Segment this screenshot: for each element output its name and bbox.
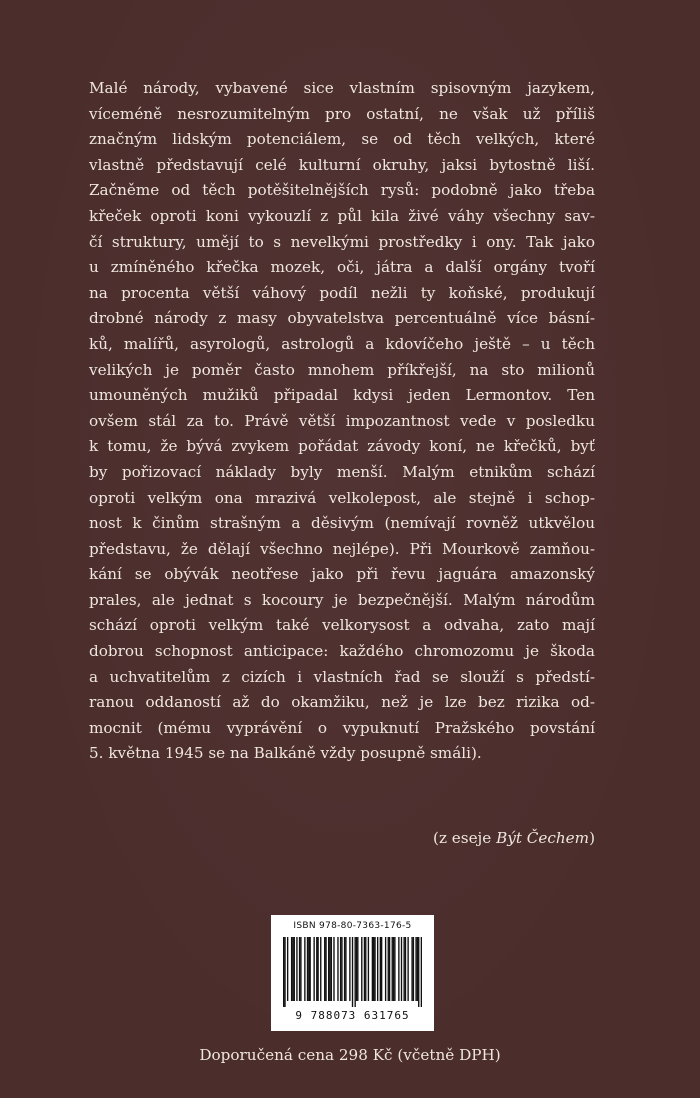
blurb-line: u zmíněného křečka mozek, oči, játra a další orgány tvoří bbox=[89, 258, 595, 277]
blurb-line: k tomu, že bývá zvykem pořádat závody koní, ne křečků, byť bbox=[89, 437, 595, 456]
blurb-line: představu, že dělají všechno nejlépe). Při Mourkově zamňou- bbox=[89, 539, 595, 558]
barcode-bar bbox=[374, 937, 375, 1001]
barcode-bar bbox=[381, 937, 382, 1001]
blurb-line: a uchvatitelům z cizích i vlastních řad se slouží s předstí- bbox=[89, 667, 595, 686]
barcode-bar bbox=[296, 937, 297, 1001]
barcode-bar bbox=[372, 937, 373, 1001]
barcode-bar bbox=[398, 937, 399, 1001]
barcode-bar bbox=[307, 937, 308, 1001]
blurb-text bbox=[89, 76, 595, 767]
price-text: Doporučená cena 298 Kč (včetně DPH) bbox=[199, 1046, 501, 1064]
barcode-bar bbox=[354, 937, 355, 1007]
barcode-bar bbox=[344, 937, 345, 1001]
barcode-bar bbox=[380, 937, 381, 1001]
barcode-bar bbox=[309, 937, 310, 1001]
barcode-bar bbox=[316, 937, 317, 1001]
barcode-bar bbox=[345, 937, 346, 1001]
barcode-bar bbox=[401, 937, 402, 1001]
barcode-bar bbox=[413, 937, 414, 1001]
barcode-bar bbox=[405, 937, 406, 1001]
barcode-bar bbox=[308, 937, 309, 1001]
blurb-line: čí struktury, umějí to s nevelkými prostředky i ony. Tak jako bbox=[89, 232, 595, 251]
blurb-line: mocnit (mému vyprávění o vypuknutí Pražského povstání bbox=[89, 718, 595, 737]
barcode-bar bbox=[313, 937, 314, 1001]
isbn-label: ISBN 978-80-7363-176-5 bbox=[293, 921, 412, 931]
barcode-bar bbox=[368, 937, 369, 1001]
barcode-bar bbox=[283, 937, 284, 1007]
blurb-line: na procenta větší váhový podíl nežli ty koňské, produkují bbox=[89, 283, 595, 302]
barcode-bar bbox=[421, 937, 422, 1007]
attribution-suffix: ) bbox=[589, 829, 595, 847]
attribution-prefix: (z eseje bbox=[433, 829, 497, 847]
barcode-bar bbox=[385, 937, 386, 1001]
blurb-line: dobrou schopnost anticipace: každého chromozomu je škoda bbox=[89, 642, 595, 661]
barcode-bar bbox=[417, 937, 418, 1001]
blurb-line: by pořizovací náklady byly menší. Malým etnikům schází bbox=[89, 462, 595, 481]
barcode-bar bbox=[291, 937, 292, 1001]
blurb-line: schází oproti velkým také velkorysost a odvaha, zato mají bbox=[89, 616, 595, 635]
barcode-icon bbox=[283, 937, 422, 1007]
barcode-bar bbox=[324, 937, 325, 1001]
barcode-bar bbox=[329, 937, 330, 1001]
barcode-bar bbox=[377, 937, 378, 1001]
barcode-bar bbox=[349, 937, 350, 1001]
barcode-bar bbox=[284, 937, 285, 1007]
barcode-bar bbox=[340, 937, 341, 1001]
blurb-line: ků, malířů, asyrologů, astrologů a kdovíčeho ještě – u těch bbox=[89, 334, 595, 353]
barcode-bar bbox=[411, 937, 412, 1001]
blurb-line: křeček oproti koni vykouzlí z půl kila živé váhy všechny sav- bbox=[89, 206, 595, 225]
barcode-bar bbox=[287, 937, 288, 1001]
blurb-line: umouněných mužiků připadal kdysi jeden Lermontov. Ten bbox=[89, 386, 595, 405]
blurb-line: ranou oddaností až do okamžiku, než je lze bez rizika od- bbox=[89, 693, 595, 712]
barcode-bar bbox=[393, 937, 394, 1001]
barcode-bar bbox=[365, 937, 366, 1001]
barcode-bar bbox=[328, 937, 329, 1001]
blurb-line: Začněme od těch potěšitelnějších rysů: podobně jako třeba bbox=[89, 181, 595, 200]
barcode-bar bbox=[389, 937, 390, 1001]
barcode-bar bbox=[357, 937, 358, 1001]
barcode-bar bbox=[394, 937, 395, 1001]
blurb-line: prales, ale jednat s kocoury je bezpečnější. Malým národům bbox=[89, 590, 595, 609]
barcode-bar bbox=[325, 937, 326, 1001]
blurb-line: víceméně nesrozumitelným pro ostatní, ne však už příliš bbox=[89, 104, 595, 123]
isbn-barcode-block bbox=[271, 915, 434, 1031]
barcode-bar bbox=[352, 937, 353, 1007]
barcode-bar bbox=[341, 937, 342, 1001]
barcode-bar bbox=[337, 937, 338, 1001]
blurb-line: drobné národy z masy obyvatelstva percentuálně více básní- bbox=[89, 309, 595, 328]
barcode-bar bbox=[361, 937, 362, 1001]
blurb-line: oproti velkým ona mrazivá velkolepost, ale stejně i schop- bbox=[89, 488, 595, 507]
barcode-bar bbox=[407, 937, 408, 1001]
barcode-bar bbox=[364, 937, 365, 1001]
attribution-work-title: Být Čechem bbox=[496, 829, 590, 847]
barcode-bar bbox=[356, 937, 357, 1001]
barcode-bar bbox=[373, 937, 374, 1001]
barcode-bar bbox=[403, 937, 404, 1001]
barcode-digits: 9 788073 631765 bbox=[295, 1009, 410, 1022]
barcode-bar bbox=[392, 937, 393, 1001]
barcode-bar bbox=[299, 937, 300, 1001]
barcode-bar bbox=[388, 937, 389, 1001]
barcode-bar bbox=[320, 937, 321, 1001]
blurb-line: 5. května 1945 se na Balkáně vždy posupně smáli). bbox=[89, 744, 482, 763]
blurb-line: značným lidským potenciálem, se od těch velkých, které bbox=[89, 130, 595, 149]
blurb-line: kání se obývák neotřese jako při řevu jaguára amazonský bbox=[89, 565, 595, 584]
barcode-bar bbox=[294, 937, 295, 1001]
barcode-bar bbox=[331, 937, 332, 1001]
barcode-bar bbox=[300, 937, 301, 1001]
barcode-bar bbox=[292, 937, 293, 1001]
barcode-bar bbox=[317, 937, 318, 1001]
barcode-bar bbox=[415, 937, 416, 1001]
barcode-bar bbox=[304, 937, 305, 1001]
blurb-line: Malé národy, vybavené sice vlastním spisovným jazykem, bbox=[89, 79, 595, 97]
blurb-line: velikých je poměr často mnohem příkřejší, na sto milionů bbox=[89, 360, 595, 379]
attribution bbox=[433, 826, 595, 850]
blurb-line: vlastně představují celé kulturní okruhy, jaksi bytostně liší. bbox=[89, 155, 595, 174]
blurb-line: nost k činům strašným a děsivým (nemívají rovněž utkvělou bbox=[89, 514, 595, 533]
barcode-bar bbox=[418, 937, 419, 1007]
blurb-line: ovšem stál za to. Právě větší impozantnost vede v posledku bbox=[89, 411, 595, 430]
barcode-bar bbox=[333, 937, 334, 1001]
